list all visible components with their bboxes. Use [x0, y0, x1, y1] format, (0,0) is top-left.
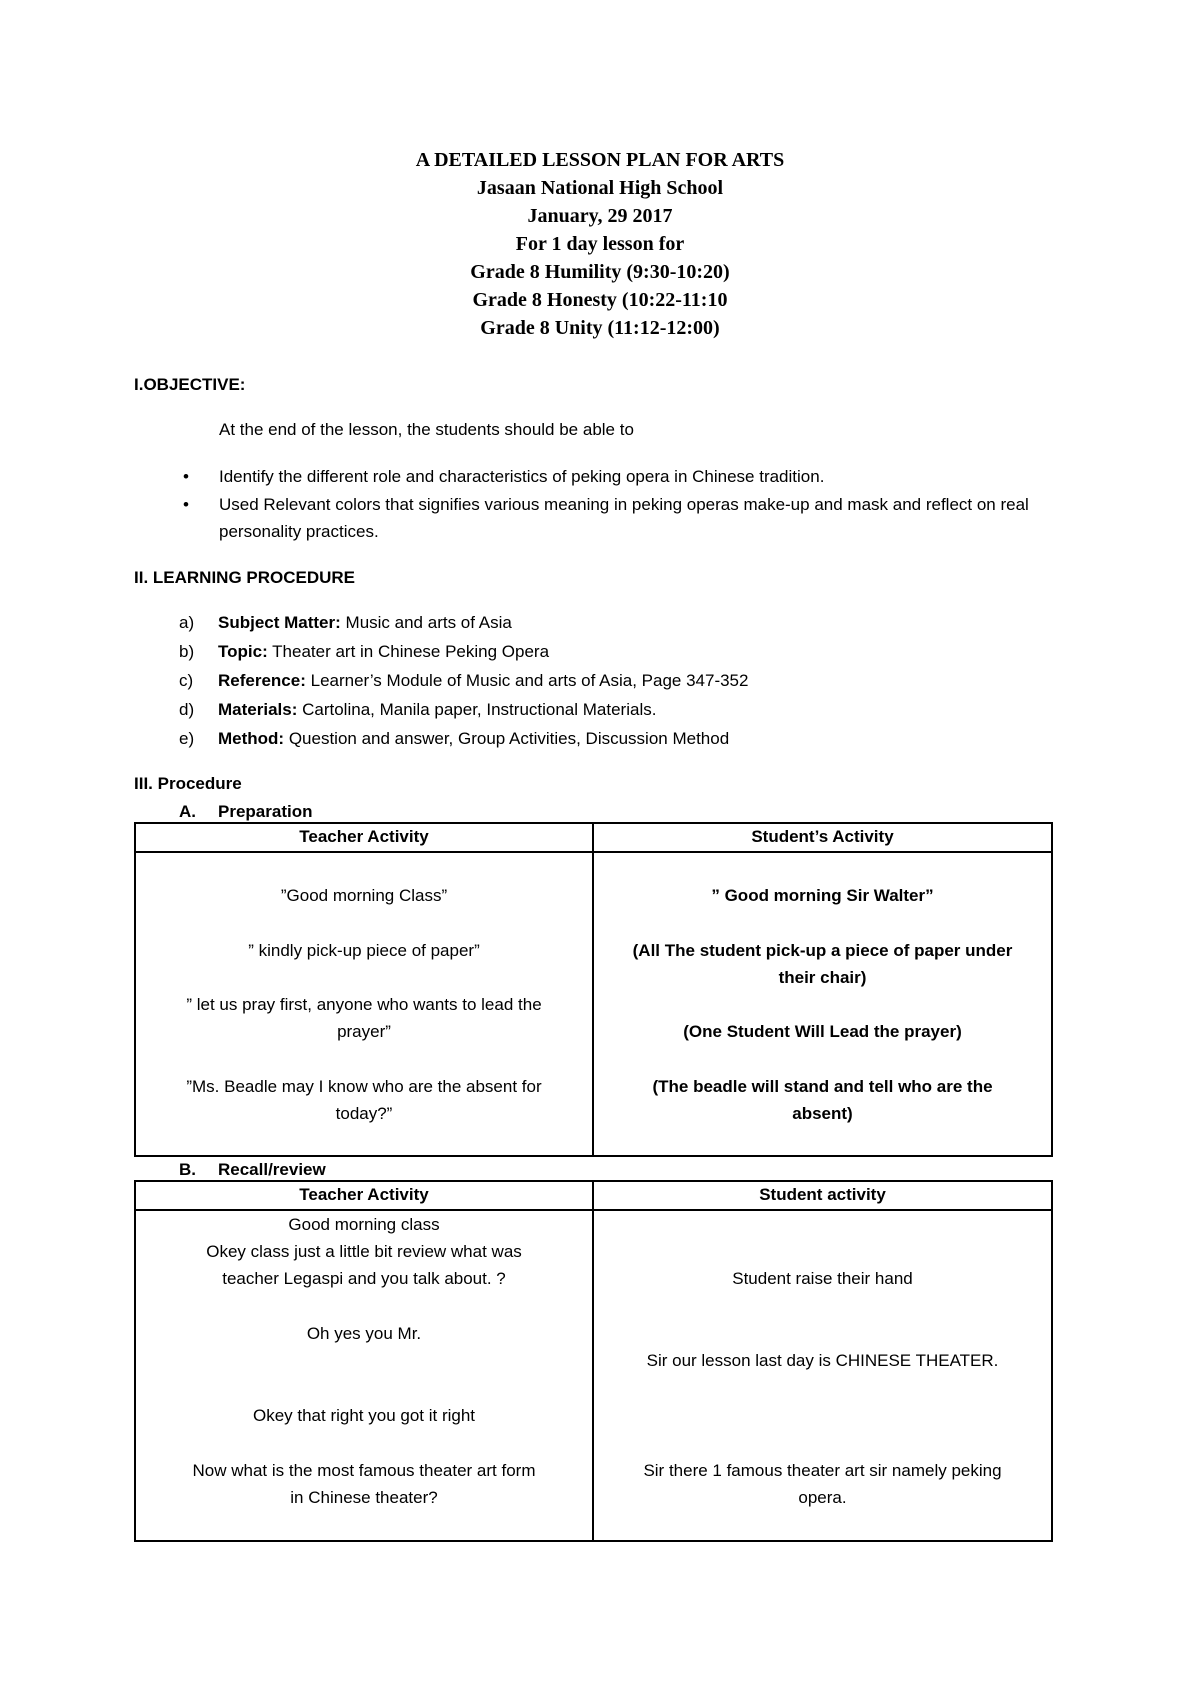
teacher-line: ” kindly pick-up piece of paper”: [248, 941, 480, 960]
objective-bullet-2: Used Relevant colors that signifies various meaning in peking operas make-up and mask and reflect on real personality practices.: [219, 495, 1029, 541]
column-header-student: Student’s Activity: [593, 823, 1052, 852]
learning-item-topic: b) Topic: Theater art in Chinese Peking Opera: [179, 642, 550, 661]
learning-procedure-heading: II. LEARNING PROCEDURE: [134, 568, 356, 587]
recall-review-heading: B. Recall/review: [179, 1160, 326, 1179]
teacher-activity-cell: [135, 852, 593, 1156]
student-line: (One Student Will Lead the prayer): [683, 1022, 962, 1041]
preparation-heading: A. Preparation: [179, 802, 313, 821]
teacher-line: today?”: [335, 1104, 393, 1123]
objective-intro: At the end of the lesson, the students should be able to: [219, 420, 634, 439]
learning-item-method: e) Method: Question and answer, Group Activities, Discussion Method: [179, 729, 730, 748]
class-schedule-unity: Grade 8 Unity (11:12-12:00): [480, 317, 720, 339]
teacher-line: Now what is the most famous theater art form: [192, 1461, 536, 1480]
student-line: Sir there 1 famous theater art sir namely peking: [643, 1461, 1002, 1480]
objective-heading: I.OBJECTIVE:: [134, 375, 246, 394]
student-activity-cell: [593, 1210, 1052, 1541]
student-line: absent): [792, 1104, 853, 1123]
bullet-icon: •: [183, 495, 189, 514]
student-line: Student raise their hand: [732, 1269, 913, 1288]
class-schedule-humility: Grade 8 Humility (9:30-10:20): [470, 261, 730, 283]
teacher-line: Okey class just a little bit review what was: [206, 1242, 522, 1261]
table-row: [135, 1210, 1052, 1541]
teacher-activity-cell: [135, 1210, 593, 1541]
teacher-line: in Chinese theater?: [290, 1488, 438, 1507]
teacher-line: ”Ms. Beadle may I know who are the absent for: [186, 1077, 542, 1096]
school-name: Jasaan National High School: [476, 177, 724, 199]
column-header-teacher: Teacher Activity: [135, 1181, 593, 1210]
document-title: A DETAILED LESSON PLAN FOR ARTS: [415, 149, 785, 171]
lesson-plan-header: [0, 146, 1200, 342]
learning-item-materials: d) Materials: Cartolina, Manila paper, Instructional Materials.: [179, 700, 657, 719]
procedure-heading: III. Procedure: [134, 774, 242, 793]
table-header-row: [135, 1181, 1052, 1210]
student-line: Sir our lesson last day is CHINESE THEATER.: [646, 1351, 999, 1370]
student-activity-cell: [593, 852, 1052, 1156]
table-header-row: [135, 823, 1052, 852]
teacher-line: teacher Legaspi and you talk about. ?: [222, 1269, 506, 1288]
table-row: [135, 852, 1052, 1156]
column-header-teacher: Teacher Activity: [135, 823, 593, 852]
bullet-icon: •: [183, 467, 189, 486]
lesson-date: January, 29 2017: [527, 205, 673, 227]
teacher-line: prayer”: [337, 1022, 391, 1041]
learning-item-subject-matter: a) Subject Matter: Music and arts of Asia: [179, 613, 512, 632]
student-line: opera.: [798, 1488, 847, 1507]
teacher-line: Okey that right you got it right: [252, 1406, 476, 1425]
teacher-line: ” let us pray first, anyone who wants to lead the: [186, 995, 542, 1014]
teacher-line: Oh yes you Mr.: [306, 1324, 422, 1343]
learning-item-reference: c) Reference: Learner’s Module of Music and arts of Asia, Page 347-352: [179, 671, 749, 690]
preparation-table: [134, 822, 1053, 1157]
student-line: (The beadle will stand and tell who are the: [652, 1077, 993, 1096]
recall-review-table: [134, 1180, 1053, 1542]
student-line: their chair): [778, 968, 867, 987]
student-line: ” Good morning Sir Walter”: [711, 886, 934, 905]
teacher-line: ”Good morning Class”: [280, 886, 448, 905]
column-header-student: Student activity: [593, 1181, 1052, 1210]
teacher-line: Good morning class: [288, 1215, 440, 1234]
class-schedule-honesty: Grade 8 Honesty (10:22-11:10: [472, 289, 728, 311]
objective-bullet-1: Identify the different role and characteristics of peking opera in Chinese tradition.: [219, 467, 825, 486]
lesson-duration: For 1 day lesson for: [515, 233, 685, 255]
student-line: (All The student pick-up a piece of paper under: [632, 941, 1013, 960]
